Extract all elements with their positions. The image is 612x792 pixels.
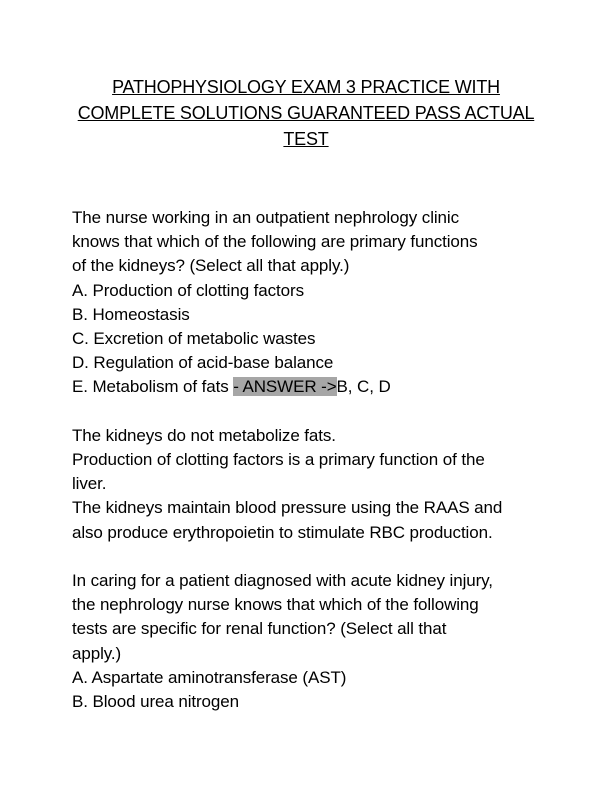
title-line: COMPLETE SOLUTIONS GUARANTEED PASS ACTUAL: [77, 103, 535, 123]
answer-option: A. Production of clotting factors: [72, 280, 304, 300]
explanation-line: The kidneys do not metabolize fats.: [72, 425, 336, 445]
explanation-line: Production of clotting factors is a primary function of the: [72, 450, 485, 470]
question-stem-line: apply.): [72, 643, 122, 663]
explanation-line: also produce erythropoietin to stimulate RBC production.: [72, 522, 493, 542]
paragraph-gap: [72, 400, 552, 424]
answer-option-text: E. Metabolism of fats: [72, 377, 234, 397]
title-line: PATHOPHYSIOLOGY EXAM 3 PRACTICE WITH: [112, 77, 500, 97]
explanation-line: liver.: [72, 474, 107, 494]
paragraph-gap: [72, 545, 552, 569]
answer-option: C. Excretion of metabolic wastes: [72, 329, 316, 349]
answer-value: B, C, D: [336, 377, 391, 397]
question-stem-line: The nurse working in an outpatient nephrology clinic: [72, 208, 459, 227]
question-1: [72, 206, 552, 400]
question-stem-line: In caring for a patient diagnosed with acute kidney injury,: [72, 571, 493, 591]
title-line: TEST: [283, 129, 329, 149]
answer-option: A. Aspartate aminotransferase (AST): [72, 667, 347, 687]
question-2: [72, 569, 552, 714]
answer-option-with-answer: [72, 375, 552, 399]
answer-option: B. Homeostasis: [72, 304, 190, 324]
explanation-1: [72, 424, 552, 545]
document-title: [40, 74, 572, 152]
question-stem-line: tests are specific for renal function? (Select all that: [72, 619, 447, 639]
document-body: [72, 206, 552, 714]
question-stem-line: the nephrology nurse knows that which of the following: [72, 595, 479, 615]
answer-option: B. Blood urea nitrogen: [72, 692, 239, 712]
answer-marker: - ANSWER ->: [233, 377, 337, 397]
answer-option: D. Regulation of acid-base balance: [72, 353, 334, 373]
explanation-line: The kidneys maintain blood pressure using the RAAS and: [72, 498, 503, 518]
question-stem-line: knows that which of the following are primary functions: [72, 232, 478, 252]
question-stem-line: of the kidneys? (Select all that apply.): [72, 256, 350, 276]
